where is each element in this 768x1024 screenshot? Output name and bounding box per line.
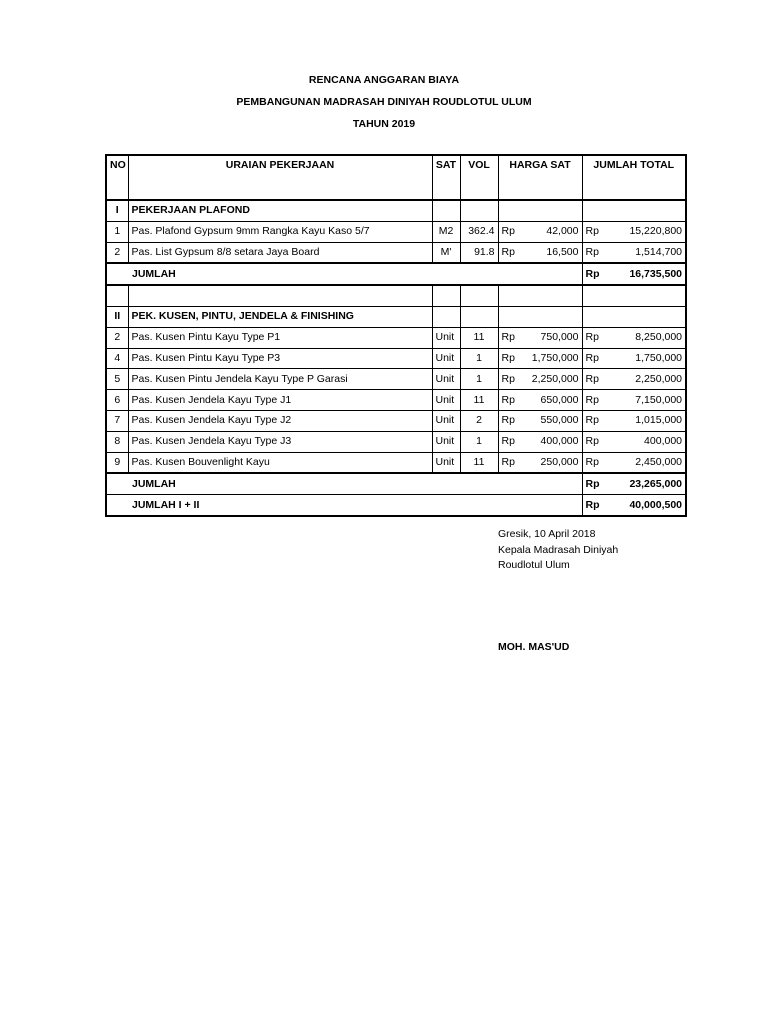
signatory-name: MOH. MAS'UD (498, 641, 570, 653)
document-year: TAHUN 2019 (352, 118, 416, 130)
signature-block (498, 527, 618, 574)
signatory-position: Kepala Madrasah Diniyah (498, 543, 619, 556)
subtotal-label: JUMLAH (106, 263, 582, 285)
section-row (106, 306, 686, 327)
signatory-institution: Roudlotul Ulum (498, 559, 570, 571)
header-sat: SAT (432, 155, 460, 200)
place-date: Gresik, 10 April 2018 (498, 528, 596, 540)
table-row: 7 Pas. Kusen Jendela Kayu Type J2 Unit 2 Rp 550,000 Rp 1,015,000 (106, 410, 686, 431)
table-row: 4 Pas. Kusen Pintu Kayu Type P3 Unit 1 Rp 1,750,000 Rp 1,750,000 (106, 348, 686, 369)
subtotal-value: 23,265,000 (612, 473, 686, 494)
subtotal-value: 16,735,500 (612, 263, 686, 285)
document-title: RENCANA ANGGARAN BIAYA (308, 74, 460, 86)
subtotal-row: JUMLAH Rp 16,735,500 (106, 263, 686, 285)
table-row: 6 Pas. Kusen Jendela Kayu Type J1 Unit 11 Rp 650,000 Rp 7,150,000 (106, 390, 686, 411)
document-title-block (0, 72, 768, 138)
section-no: II (106, 306, 128, 327)
table-row: 2 Pas. Kusen Pintu Kayu Type P1 Unit 11 Rp 750,000 Rp 8,250,000 (106, 327, 686, 348)
budget-table (105, 154, 687, 517)
header-jumlah: JUMLAH TOTAL (582, 155, 686, 200)
section-no: I (106, 200, 128, 221)
document-subtitle: PEMBANGUNAN MADRASAH DINIYAH ROUDLOTUL ULUM (236, 96, 532, 108)
table-row: 5 Pas. Kusen Pintu Jendela Kayu Type P Garasi Unit 1 Rp 2,250,000 Rp 2,250,000 (106, 369, 686, 390)
section-title: PEK. KUSEN, PINTU, JENDELA & FINISHING (128, 306, 432, 327)
spacer-row (106, 285, 686, 306)
table-row: 8 Pas. Kusen Jendela Kayu Type J3 Unit 1 Rp 400,000 Rp 400,000 (106, 431, 686, 452)
grand-total-value: 40,000,500 (612, 495, 686, 516)
header-vol: VOL (460, 155, 498, 200)
section-title: PEKERJAAN PLAFOND (128, 200, 432, 221)
table-row: 1 Pas. Plafond Gypsum 9mm Rangka Kayu Kaso 5/7 M2 362.4 Rp 42,000 Rp 15,220,800 (106, 221, 686, 242)
table-header-row (106, 155, 686, 200)
header-harga: HARGA SAT (498, 155, 582, 200)
grand-total-label: JUMLAH I + II (106, 495, 582, 516)
subtotal-label: JUMLAH (106, 473, 582, 494)
subtotal-row: JUMLAH Rp 23,265,000 (106, 473, 686, 494)
header-uraian: URAIAN PEKERJAAN (128, 155, 432, 200)
table-row: 2 Pas. List Gypsum 8/8 setara Jaya Board M' 91.8 Rp 16,500 Rp 1,514,700 (106, 242, 686, 263)
section-row (106, 200, 686, 221)
header-no: NO (106, 155, 128, 200)
table-row: 9 Pas. Kusen Bouvenlight Kayu Unit 11 Rp 250,000 Rp 2,450,000 (106, 452, 686, 473)
grand-total-row: JUMLAH I + II Rp 40,000,500 (106, 495, 686, 516)
